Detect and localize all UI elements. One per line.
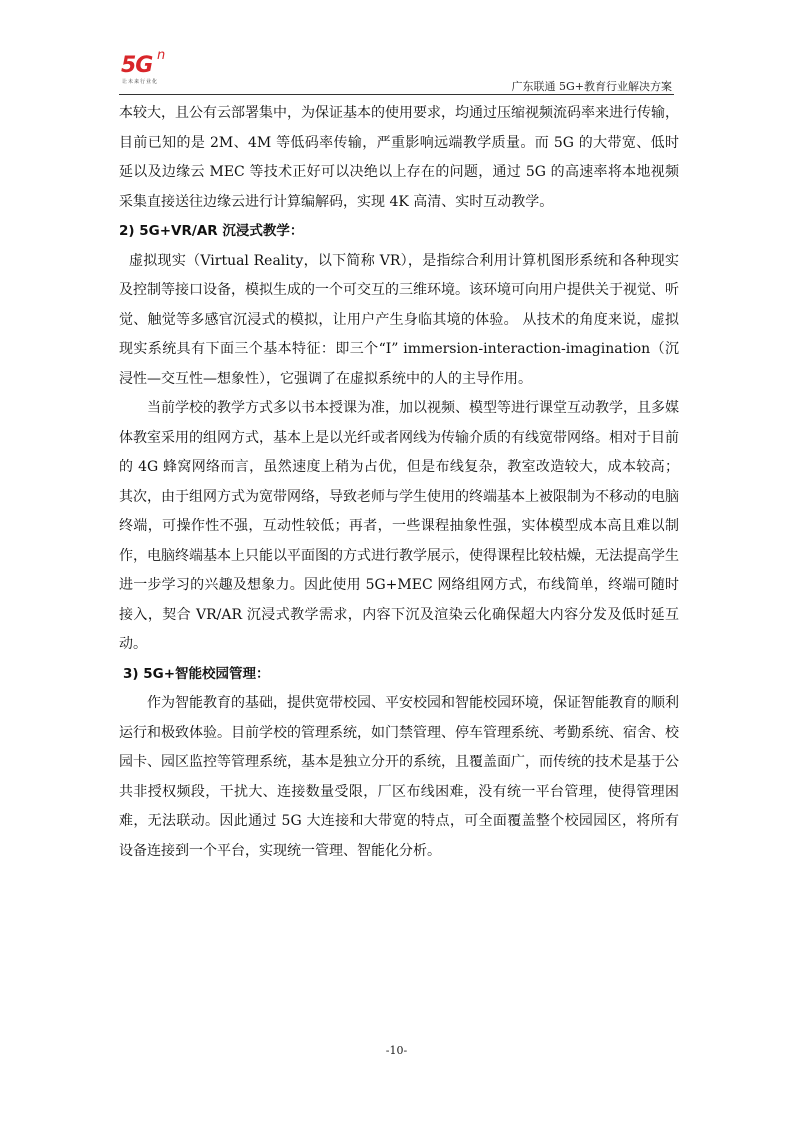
heading-vr-ar: 2) 5G+VR/AR 沉浸式教学： — [119, 223, 304, 239]
logo-text: 5G — [121, 53, 153, 78]
paragraph-vr-definition: 虚拟现实（Virtual Reality，以下简称 VR），是指综合利用计算机图形系统和各种现实及控制等接口设备，模拟生成的一个可交互的三维环境。该环境可向用户提供关于视觉、听觉、触觉等多感官沉浸式的模拟，让用户产生身临其境的体验。 从技术的角度来说，虚拟现实系统具有下面三个基本特征：即三个“I” immersion-interaction-imagination（沉浸性—交互性—想象性），它强调了在虚拟系统中的人的主导作用。 — [119, 252, 679, 387]
page-number: -10- — [385, 1044, 408, 1057]
paragraph-smart-campus: 作为智能教育的基础，提供宽带校园、平安校园和智能校园环境，保证智能教育的顺利运行和极致体验。目前学校的管理系统，如门禁管理、停车管理系统、考勤系统、宿舍、校园卡、园区监控等管理系统，基本是独立分开的系统，且覆盖面广，而传统的技术是基于公共非授权频段，干扰大、连接数量受限，厂区布线困难，没有统一平台管理，使得管理困难，无法联动。因此通过 5G 大连接和大带宽的特点，可全面覆盖整个校园园区，将所有设备连接到一个平台，实现统一管理、智能化分析。 — [119, 695, 679, 859]
header-title: 广东联通 5G+教育行业解决方案 — [511, 80, 672, 93]
header-divider — [119, 94, 674, 95]
logo-slogan: 让未来行业化 — [122, 79, 159, 85]
logo-superscript: n — [157, 48, 166, 63]
heading-smart-campus: 3) 5G+智能校园管理： — [123, 665, 270, 682]
paragraph-video-teaching: 本较大，且公有云部署集中，为保证基本的使用要求，均通过压缩视频流码率来进行传输，目前已知的是 2M、4M 等低码率传输，严重影响远端教学质量。而 5G 的大带宽、低时延以及边缘云 MEC 等技术正好可以决绝以上存在的问题，通过 5G 的高速率将本地视频采集直接送往边缘云进行计算编解码，实现 4K 高清、实时互动教学。 — [119, 105, 679, 210]
logo — [121, 48, 181, 85]
document-body — [119, 99, 679, 866]
paragraph-current-teaching: 当前学校的教学方式多以书本授课为准，加以视频、模型等进行课堂互动教学，且多媒体教室采用的组网方式，基本上是以光纤或者网线为传输介质的有线宽带网络。相对于目前的 4G 蜂窝网络而言，虽然速度上稍为占优，但是布线复杂，教室改造较大，成本较高；其次，由于组网方式为宽带网络，导致老师与学生使用的终端基本上被限制为不移动的电脑终端，可操作性不强，互动性较低；再者，一些课程抽象性强，实体模型成本高且难以制作，电脑终端基本上只能以平面图的方式进行教学展示，使得课程比较枯燥，无法提高学生进一步学习的兴趣及想象力。因此使用 5G+MEC 网络组网方式，布线简单，终端可随时接入，契合 VR/AR 沉浸式教学需求，内容下沉及渲染云化确保超大内容分发及低时延互动。 — [119, 400, 679, 652]
